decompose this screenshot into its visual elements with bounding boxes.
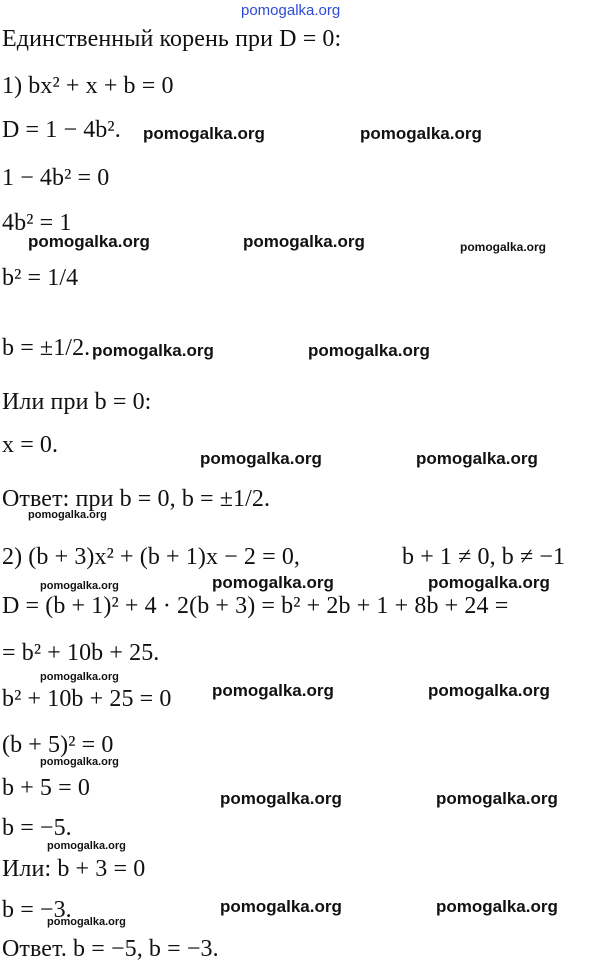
- watermark: pomogalka.org: [308, 341, 430, 360]
- part2-step1: b² + 10b + 25 = 0: [2, 686, 172, 712]
- watermark: pomogalka.org: [28, 232, 150, 251]
- part1-discriminant: D = 1 − 4b².: [2, 117, 121, 143]
- part2-discriminant-2: = b² + 10b + 25.: [2, 640, 160, 666]
- watermark: pomogalka.org: [436, 789, 558, 808]
- watermark: pomogalka.org: [460, 240, 547, 254]
- watermark: pomogalka.org: [143, 124, 265, 143]
- watermark: pomogalka.org: [47, 840, 126, 852]
- watermark-top: pomogalka.org: [241, 2, 341, 19]
- part1-step4: b = ±1/2.: [2, 335, 91, 361]
- watermark: pomogalka.org: [428, 681, 550, 700]
- part1-step2: 4b² = 1: [2, 210, 72, 236]
- part1-equation: 1) bx² + x + b = 0: [2, 73, 174, 99]
- part2-answer: Ответ. b = −5, b = −3.: [2, 936, 219, 962]
- watermark: pomogalka.org: [212, 573, 334, 592]
- part1-or-line: Или при b = 0:: [2, 389, 152, 415]
- part1-step1: 1 − 4b² = 0: [2, 165, 110, 191]
- part2-or-line: Или: b + 3 = 0: [2, 856, 146, 882]
- part2-step5: b = −3.: [2, 897, 72, 923]
- watermark: pomogalka.org: [428, 573, 550, 592]
- part2-step2: (b + 5)² = 0: [2, 732, 114, 758]
- watermark: pomogalka.org: [243, 232, 365, 251]
- watermark: pomogalka.org: [220, 897, 342, 916]
- part2-discriminant-1: D = (b + 1)² + 4 · 2(b + 3) = b² + 2b + 1 + 8b + 24 =: [2, 593, 509, 619]
- part2-condition: b + 1 ≠ 0, b ≠ −1: [402, 544, 566, 570]
- watermark: pomogalka.org: [212, 681, 334, 700]
- watermark: pomogalka.org: [40, 756, 119, 768]
- watermark: pomogalka.org: [40, 671, 119, 683]
- watermark: pomogalka.org: [47, 916, 126, 928]
- watermark: pomogalka.org: [436, 897, 558, 916]
- watermark: pomogalka.org: [200, 449, 322, 468]
- intro-line: Единственный корень при D = 0:: [2, 26, 342, 52]
- watermark: pomogalka.org: [220, 789, 342, 808]
- watermark: pomogalka.org: [40, 580, 119, 592]
- part1-x-line: x = 0.: [2, 432, 59, 458]
- watermark: pomogalka.org: [28, 509, 107, 521]
- part2-equation: 2) (b + 3)x² + (b + 1)x − 2 = 0,: [2, 544, 301, 570]
- watermark: pomogalka.org: [416, 449, 538, 468]
- part2-step4: b = −5.: [2, 815, 72, 841]
- watermark: pomogalka.org: [92, 341, 214, 360]
- part1-step3: b² = 1/4: [2, 265, 79, 291]
- watermark: pomogalka.org: [360, 124, 482, 143]
- part1-answer: Ответ: при b = 0, b = ±1/2.: [2, 486, 271, 512]
- part2-step3: b + 5 = 0: [2, 775, 90, 801]
